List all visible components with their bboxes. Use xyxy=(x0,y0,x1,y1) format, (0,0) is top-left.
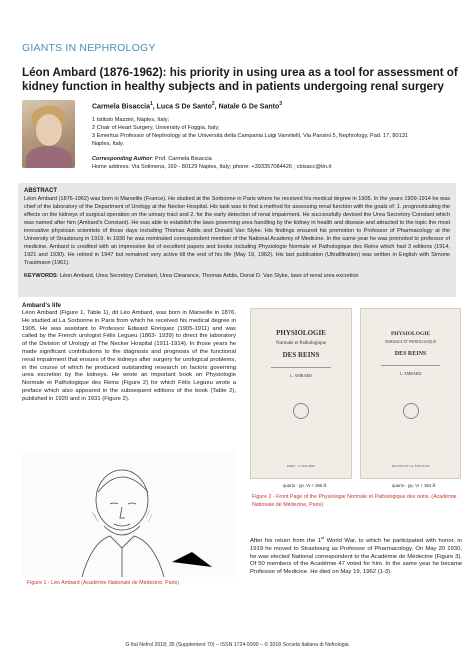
abstract-text: Léon Ambard (1876-1962) was born in Marseille (France). He studied at the Sorbonne in Paris where he received his medical degree in 1905. In the years 1909-1914 he was chief of the laboratory of the Department of Urology at the Necker Hospital. His task was to find a method for assessing renal function with the goals of: 1. prognosticating the effects on the kidneys of surgical operation on the urinary tract and 2. for the early detection of renal impairment. He successfully devised the Urea Secretory Constant which was named after him (Ambard's Constant). He was able to establish the laws governing urea handling by the kidney in health and disease and attracted to the topic the most innovative physician scientists of those days including Thomas Addis and Donald Van Slyke. His findings ensured his promotion to Professor of Pharmacology at the University of Strasbourg in 1919. In 1930 he was nominated correspondent member of the National Academy of Medicine. In the same year he was promoted to professor of medicine. Ambard is credited with an impressive list of excellent papers and books including Physiologie Normale et Pathologique des Reins which had 3 editions (1914, 1921 and 1930). He retired in 1947 but remained very active till the end of his life (May 19, 1962). His last publication (Ultrafiltration) was written in English with Simone Trautmann (1961). xyxy=(24,196,450,266)
author-name: Natale G De Santo xyxy=(218,103,280,111)
book-title-line: DES REINS xyxy=(394,351,427,357)
book-cover-1931 xyxy=(360,308,461,479)
author-separator: , xyxy=(152,103,157,111)
author-name: Carmela Bisaccia xyxy=(92,103,150,111)
section-heading: Ambard's life xyxy=(22,302,61,309)
author-affil-ref: 1 xyxy=(149,101,153,107)
keywords xyxy=(24,272,450,280)
abstract-box xyxy=(18,183,456,297)
page-footer: G Ital Nefrol 2018; 35 (Supplement 70) – ISSN 1724-5990 – © 2018 Società Italiana di Nefrologia xyxy=(125,642,349,648)
body-text: World War, to which he participated with honor, in 1919 he moved to Strasbourg as Professor of Pharmacology. On May 20 1930, he was elected National correspondent to the Académie de Médecine (Figure 3). Of 50 members of the Académie 47 voted for him. In the same year he became Professor of Medicine. He died on May 19, 1962 (1-3). xyxy=(250,537,463,576)
author-name: Luca S De Santo xyxy=(156,103,212,111)
body-text: After his return from the 1 xyxy=(250,537,321,544)
abstract-heading: ABSTRACT xyxy=(24,188,57,194)
emblem-icon xyxy=(403,403,419,419)
correspondence-name: : Prof. Carmela Bisaccia xyxy=(151,156,212,162)
book-title-line: Normale et Pathologique xyxy=(276,341,326,346)
keywords-label: KEYWORDS xyxy=(24,273,57,279)
book-title-line: PHYSIOLOGIE xyxy=(276,329,326,337)
book-caption: quarto - pp. VI + 356 ill xyxy=(283,483,327,488)
book-title-line: DES REINS xyxy=(282,351,320,359)
book-author: L. AMBARD xyxy=(399,371,422,376)
affiliation-line: Naples, Italy. xyxy=(92,141,124,147)
author-list xyxy=(92,101,282,110)
correspondence xyxy=(92,155,462,171)
affiliation-line: 2 Chair of Heart Surgery, University of Foggia, Italy; xyxy=(92,125,220,131)
section-label: GIANTS IN NEPHROLOGY xyxy=(22,42,156,54)
book-caption: quarto - pp. VI + 364 ill xyxy=(392,483,436,488)
figure2-caption: Figure 2 - Front Page of the Physiologie Normale et Pathologique des reins. (Académie Nationale de Médecine, Paris) xyxy=(252,494,457,508)
author-separator: , xyxy=(214,103,219,111)
book-author: L. AMBARD xyxy=(290,373,312,378)
article-title: Léon Ambard (1876-1962): his priority in using urea as a tool for assessment of kidney function in healthy subjects and in patients undergoing renal surgery xyxy=(22,66,458,93)
keywords-list: : Léon Ambard, Urea Secretory Constant, Urea Clearance, Thomas Addis, Donal D. Van Slyke, laws of renal urea excretion xyxy=(56,273,359,279)
author-portrait xyxy=(22,100,75,168)
correspondence-label: Corresponding Author xyxy=(92,156,152,162)
left-column xyxy=(22,302,236,404)
book-cover-1920 xyxy=(250,308,352,479)
author-affil-ref: 3 xyxy=(279,101,283,107)
ordinal-suffix: st xyxy=(321,535,325,540)
figure1-caption: Figure 1 - Léo Ambard (Académie Nationale de Médecine, Paris) xyxy=(27,580,179,586)
affiliations xyxy=(92,116,462,148)
affiliation-line: 1 Istituto Mazzini, Naples, Italy; xyxy=(92,117,170,123)
body-text: Léon Ambard (Figure 1, Table 1), dit Léo Ambard, was born in Marseille in 1876. He studied at La Sorbonne in Paris from which he received his medical degree in 1905. He was assistant to Professor Edward Enriquez (1905-1911) and was called by the French urologist Félix Leguеu (1863- 1939) to direct the laboratory of the Division of Urology at The Necker Hospital (1911-1914). In those years he made significant contributions to the diagnosis and prognosis of the functional renal impairment that ensues of the kidneys after surgery for urological problems, in the course of which he produced outstanding research on factors governing urea excretion by the kidneys. He wrote an important book on Physiologie Normale et Pathologique des Reins (Figure 2) for which Félix Legueu wrote a preface which also appeared in the subsequent editions of the book (Table 2), published in 1920 and in 1931 (Figure 2). xyxy=(22,310,236,402)
right-column xyxy=(250,534,462,577)
ambard-portrait-sketch xyxy=(22,452,236,577)
author-affil-ref: 2 xyxy=(211,101,215,107)
correspondence-address: Home address: Via Solimena, 169 - 80129 Naples, Italy; phone: +393357084426 ; cbisacc@tin.it xyxy=(92,164,332,170)
book-publisher: PARIS · A. MALOINE xyxy=(286,464,316,468)
emblem-icon xyxy=(293,403,309,419)
book-title-line: NORMALE ET PATHOLOGIQUE xyxy=(384,340,437,344)
affiliation-line: 3 Emeritus Professor of Nephrology at the Università della Campania Luigi Vanvitelli, Via Pansini 5, Nephrology, Pad. 17, 80131 xyxy=(92,133,408,139)
book-publisher: MASSON ET Cie, ÉDITEURS xyxy=(391,464,430,468)
book-title-line: PHYSIOLOGIE xyxy=(390,331,431,337)
